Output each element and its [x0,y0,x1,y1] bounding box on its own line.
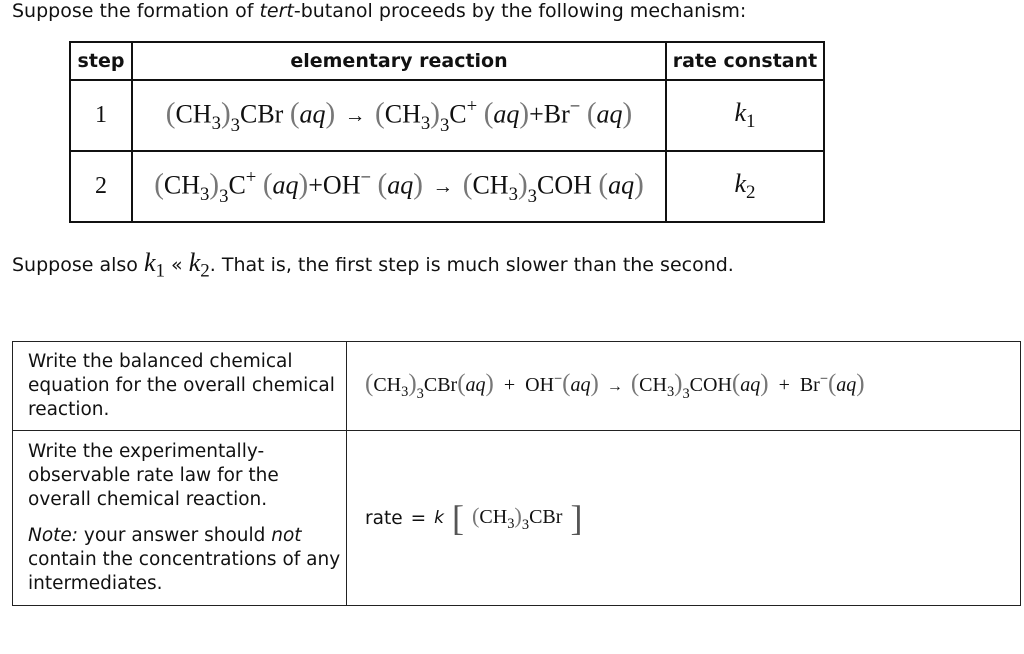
balanced-equation: $(CH_3)_3CBr(aq) + OH^-(aq) \to (CH_3)_3COH(aq) + Br^-(aq)$ [365,370,865,402]
question-balanced-equation: Write the balanced chemical equation for the overall chemical reaction. [13,342,347,431]
answer-table [12,341,1021,606]
elementary-reaction-1 [132,80,666,151]
mechanism-row-2 [70,151,824,222]
chem-equation: $(CH_3)_3CBr$ $(aq) \to (CH_3)_3C^+$ (aq)+Br− (aq) [165,96,633,136]
rate-constant-k2: $k_2$ [666,151,824,222]
answer-balanced-equation[interactable] [347,342,1021,431]
note-text: Note: your answer should not contain the concentrations of any intermediates. [28,525,341,594]
assumption-text: Suppose also $k_1$ « $k_2$. That is, the first step is much slower than the second. [12,248,734,282]
elementary-reaction-2 [132,151,666,222]
rate-label: rate [365,507,403,529]
header-elementary-reaction: elementary reaction [132,42,666,80]
left-bracket: [ [451,498,464,538]
rate-constant-k1: $k_1$ [666,80,824,151]
rate-law-expression: rate = k [ $(CH_3)_3CBr$ ] [365,498,583,538]
concentration-term: $(CH_3)_3CBr$ [471,502,563,534]
chem-equation: $(CH_3)_3C^+$ (aq)+OH− $(aq) \to (CH_3)_3COH$ (aq) [154,167,644,207]
reaction-arrow-icon: → [432,175,454,199]
mechanism-row-1 [70,80,824,151]
question-rate-law: Write the experimentally-observable rate law for the overall chemical reaction. Note: your answer should not contain the concentrations of any intermediates. [13,431,347,606]
reaction-arrow-icon: → [606,378,623,396]
rate-constant-k: k [434,508,444,528]
right-bracket: ] [570,498,583,538]
k2-symbol: $k_2$ [188,248,210,282]
k1-symbol: $k_1$ [143,248,166,282]
intro-prefix: Suppose the formation of [12,0,260,22]
step-number: 2 [70,151,132,222]
mechanism-header-row [70,42,824,80]
answer-row-balanced-equation [13,342,1021,431]
reaction-arrow-icon: → [344,104,366,128]
intro-text [12,0,746,23]
intro-italic-tert: tert [259,0,294,22]
header-rate-constant: rate constant [666,42,824,80]
intro-suffix: -butanol proceeds by the following mechanism: [293,0,747,22]
answer-row-rate-law [13,431,1021,606]
answer-rate-law[interactable] [347,431,1021,606]
header-step: step [70,42,132,80]
mechanism-table [69,41,825,223]
step-number: 1 [70,80,132,151]
